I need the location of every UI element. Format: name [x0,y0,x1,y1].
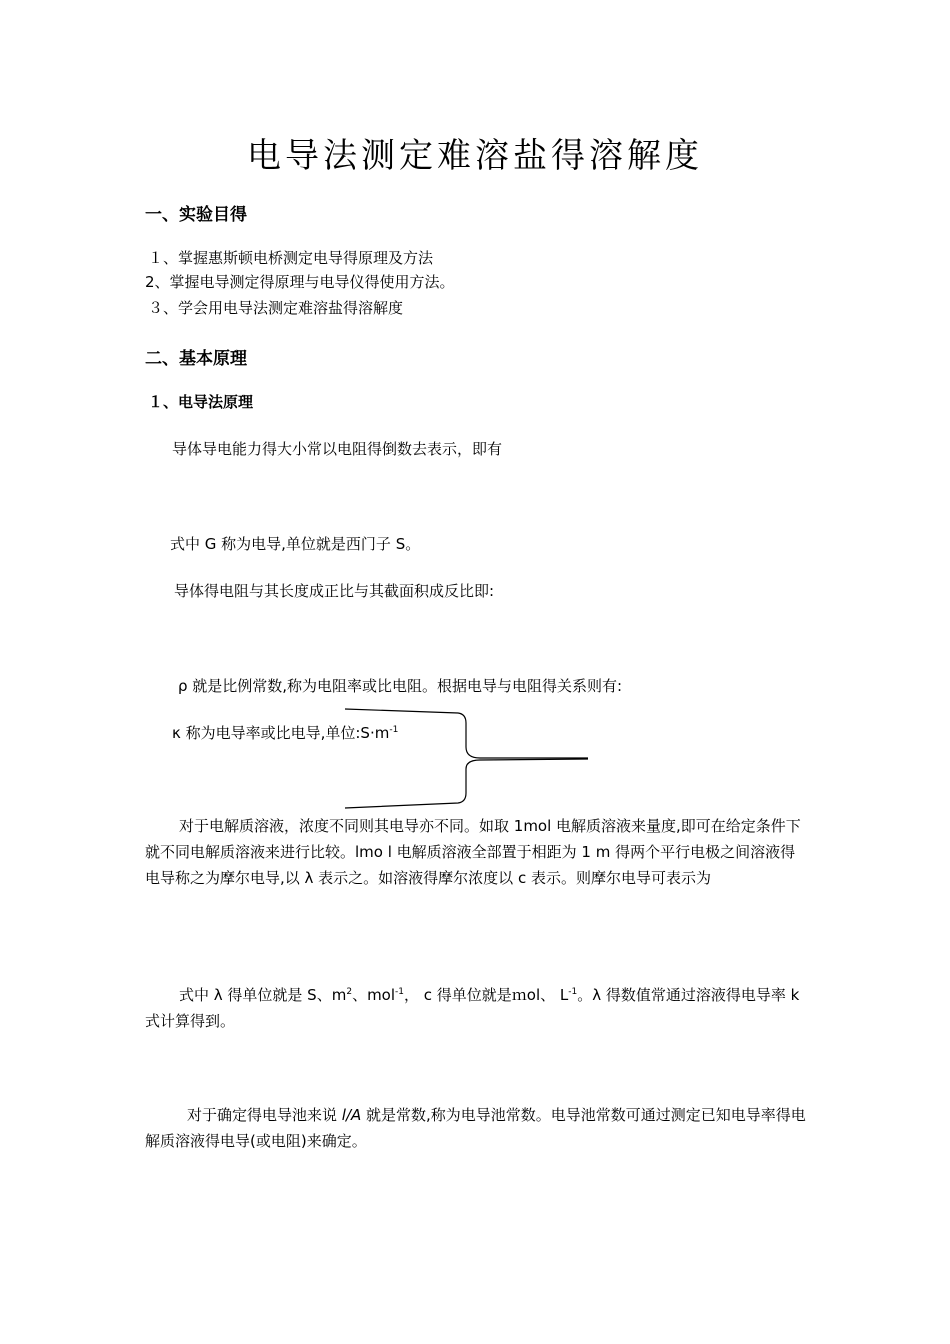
unit-exponent: -1 [389,725,399,735]
section-heading-objectives: 一、实验目得 [145,205,247,225]
paragraph-molar-conductance: 对于电解质溶液，浓度不同则其电导亦不同。如取 1mol 电解质溶液来量度,即可在给定条件下就不同电解质溶液来进行比较。lmo l 电解质溶液全部置于相距为 1 m 得两个平行电极之间溶液得电导称之为摩尔电导,以 λ 表示之。如溶液得摩尔浓度以 c 表示。则摩尔电导可表示为 [145,817,801,887]
units-text-a: 式中 λ 得单位就是 S、m [179,986,347,1004]
paragraph-molar-conductance-units [145,982,805,1034]
objective-item-2: 2、掌握电导测定得原理与电导仪得使用方法。 [145,273,455,291]
paragraph-resistance-relation: 导体得电阻与其长度成正比与其截面积成反比即: [174,582,495,600]
exponent-mol: -1 [395,987,405,997]
cell-constant-text-a: 对于确定得电导池来说 [187,1106,342,1124]
objective-item-3: ３、学会用电导法测定难溶盐得溶解度 [148,299,404,317]
cell-constant-text-b: 就是常数,称为电导池常数。电导池常数可通过测定已知电导率得电解质溶液得电导(或电阻)来确定。 [145,1106,806,1150]
units-text-d: 。λ 得数值常通过溶液得电导率 k 式计算得到。 [145,986,800,1030]
units-text-b: 、mol [352,986,396,1004]
cell-constant-symbol: l/A [341,1106,362,1124]
resistivity-text: ρ 就是比例常数,称为电阻率或比电阻。根据电导与电阻得关系则有: [178,677,623,695]
exponent-2: 2 [346,987,353,997]
section-heading-principle: 二、基本原理 [145,349,247,369]
page-title: 电导法测定难溶盐得溶解度 [247,136,703,176]
paragraph-conductance-unit: 式中 G 称为电导,单位就是西门子 S。 [170,535,421,553]
units-text-c: ， c 得单位就是ｍol、 L [404,986,569,1004]
paragraph-resistivity [178,675,622,696]
brace-mark [340,705,592,813]
exponent-litre: -1 [568,987,578,997]
objective-item-1: １、掌握惠斯顿电桥测定电导得原理及方法 [148,249,434,267]
subsection-heading-conductometry: １、电导法原理 [148,393,254,411]
paragraph-cell-constant [145,1102,809,1154]
paragraph-conductance-definition: 导体导电能力得大小常以电阻得倒数去表示，即有 [172,440,503,458]
conductivity-text: κ 称为电导率或比电导,单位:S·m [172,724,390,742]
